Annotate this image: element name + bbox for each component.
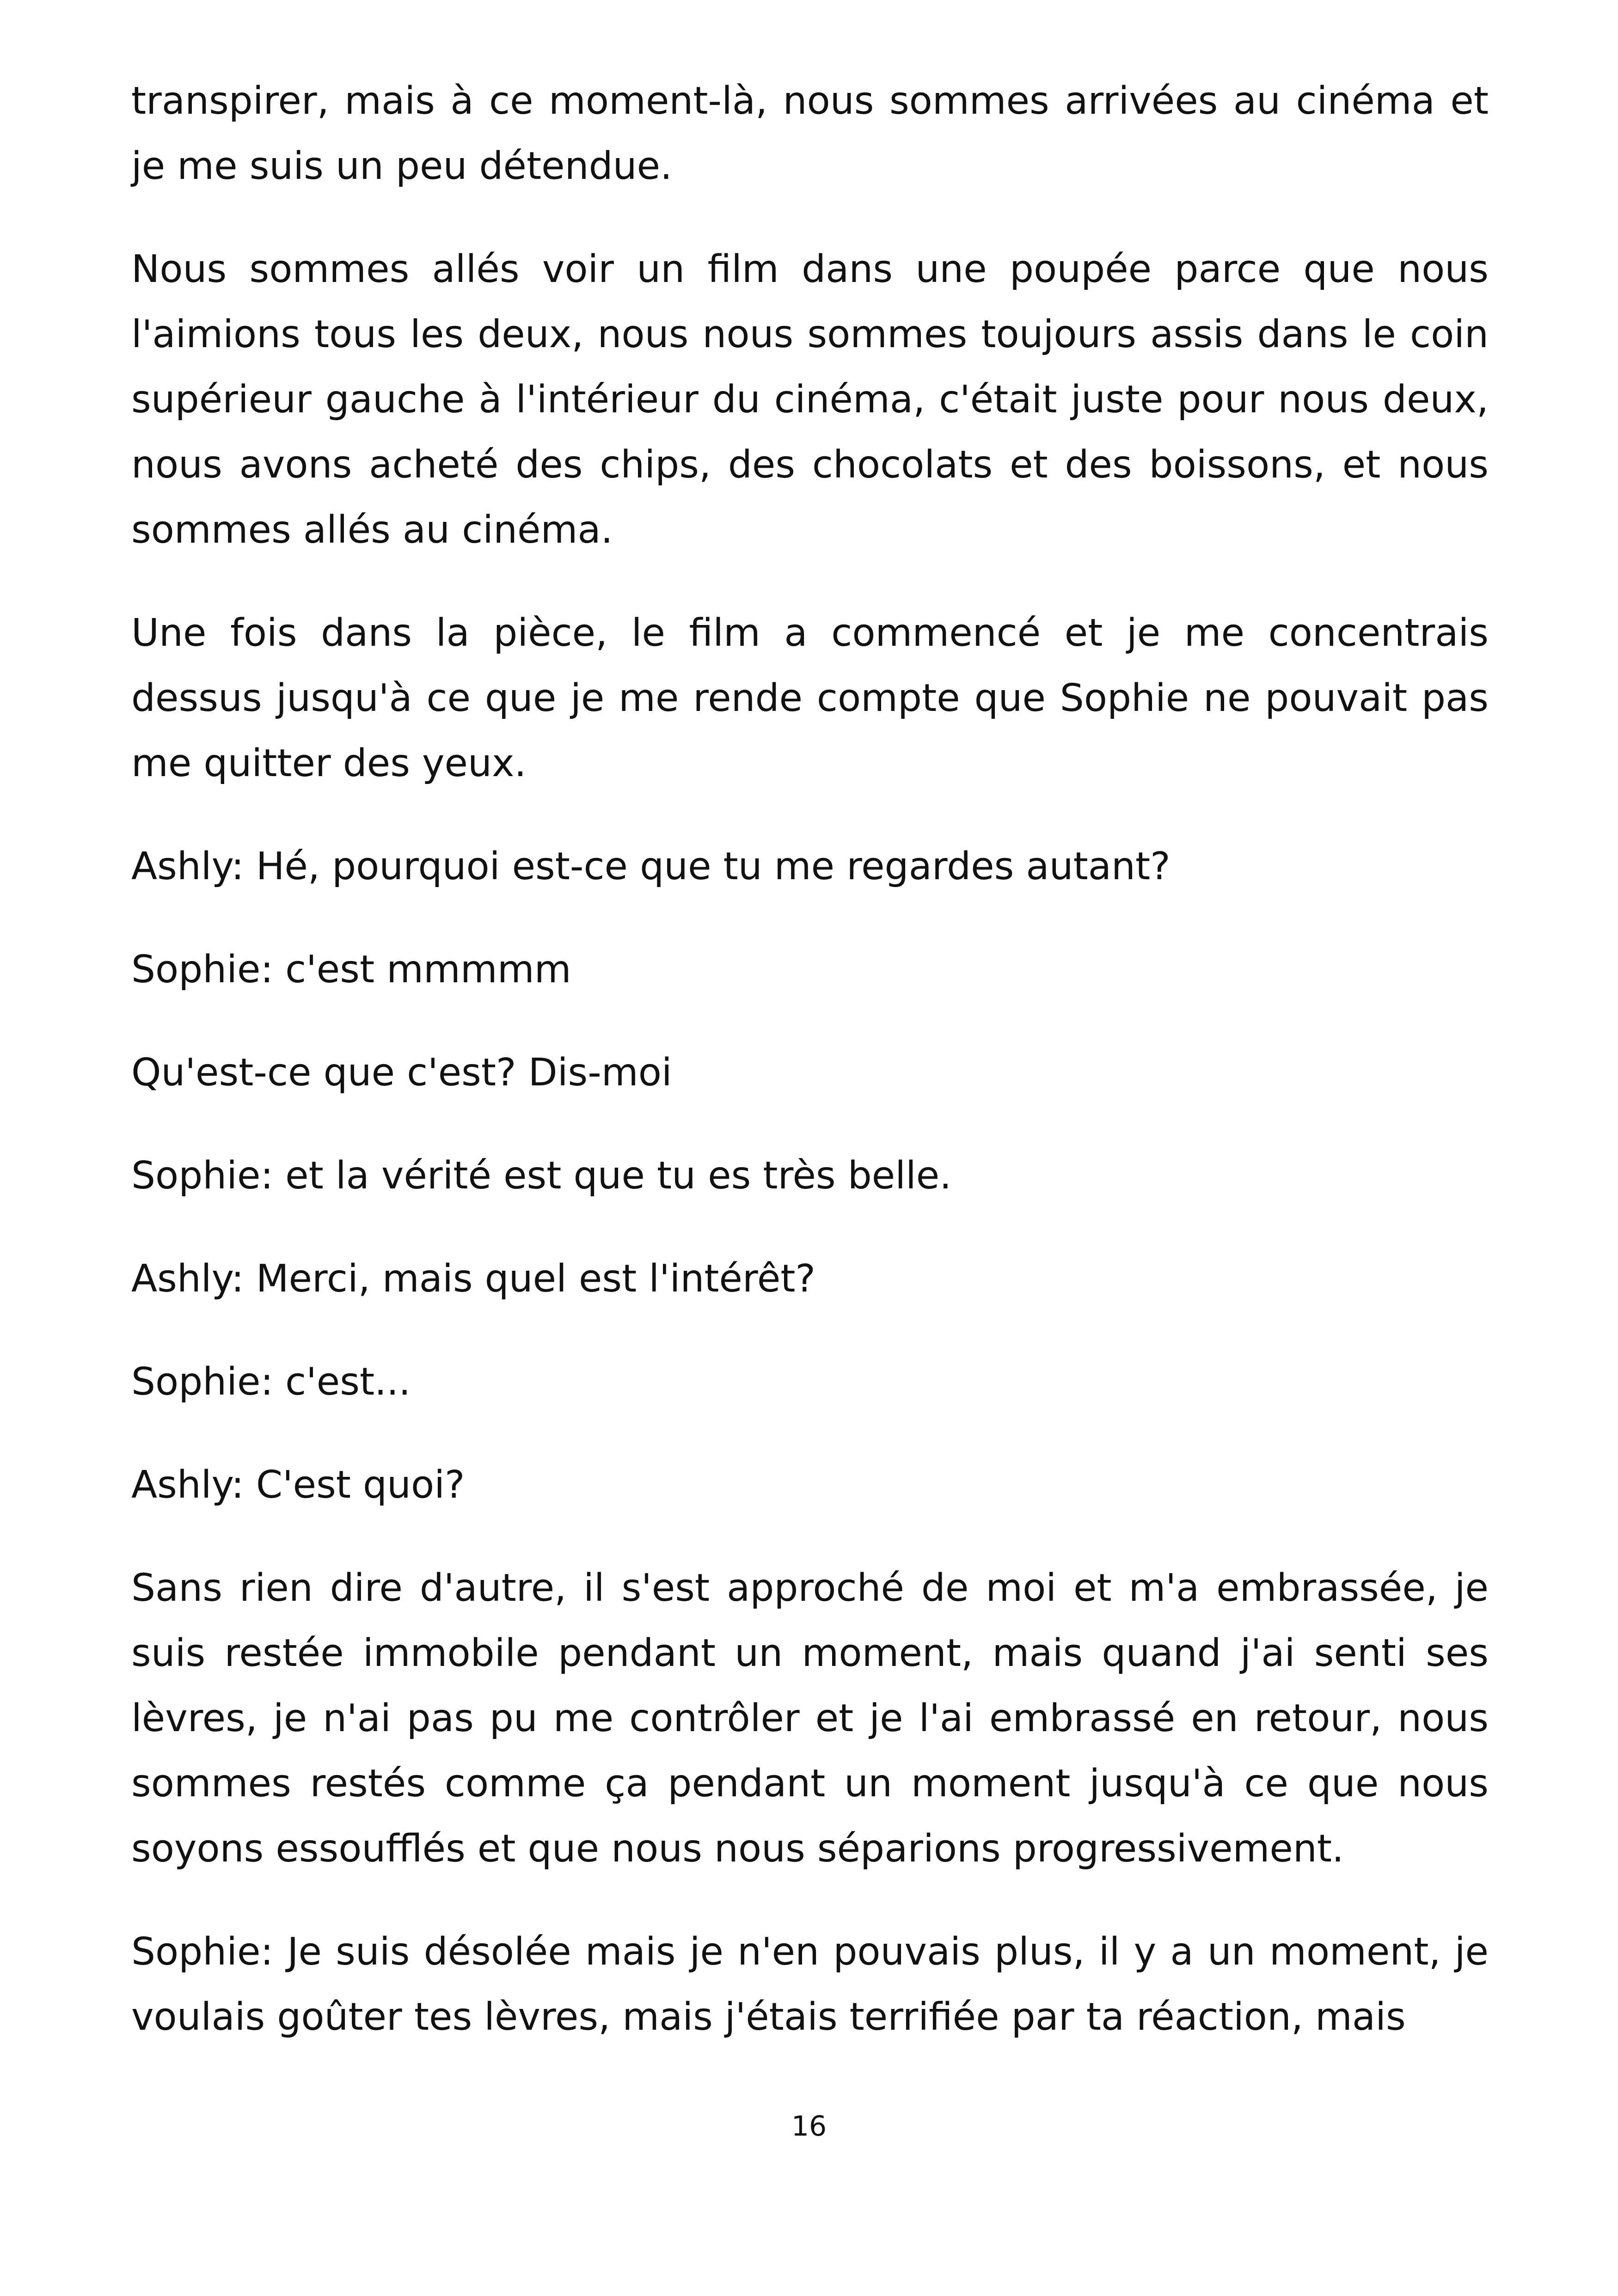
- paragraph: Nous sommes allés voir un film dans une poupée parce que nous l'aimions tous les deux, nous nous sommes toujours assis dans le coin supérieur gauche à l'intérieur du cinéma, c'était juste pour nous deux, nous avons acheté des chips, des chocolats et des boissons, et nous sommes allés au cinéma.: [131, 247, 1489, 552]
- dialogue-line: Sophie: c'est...: [131, 1360, 411, 1404]
- paragraph: Sans rien dire d'autre, il s'est approché de moi et m'a embrassée, je suis restée immobile pendant un moment, mais quand j'ai senti ses lèvres, je n'ai pas pu me contrôler et je l'ai embrassé en retour, nous sommes restés comme ça pendant un moment jusqu'à ce que nous soyons essoufflés et que nous nous séparions progressivement.: [131, 1566, 1489, 1871]
- dialogue-line: Qu'est-ce que c'est? Dis-moi: [131, 1051, 672, 1095]
- dialogue-line: Sophie: c'est mmmmm: [131, 948, 571, 992]
- page-number: 16: [791, 2110, 827, 2143]
- dialogue-line: Sophie: Je suis désolée mais je n'en pouvais plus, il y a un moment, je voulais goûter tes lèvres, mais j'étais terrifiée par ta réaction, mais: [131, 1930, 1489, 2039]
- paragraph: Une fois dans la pièce, le film a commencé et je me concentrais dessus jusqu'à ce que je me rende compte que Sophie ne pouvait pas me quitter des yeux.: [131, 611, 1489, 785]
- dialogue-line: Ashly: Hé, pourquoi est-ce que tu me regardes autant?: [131, 845, 1171, 888]
- dialogue-line: Ashly: C'est quoi?: [131, 1463, 465, 1507]
- dialogue-line: Sophie: et la vérité est que tu es très belle.: [131, 1154, 952, 1198]
- paragraph: transpirer, mais à ce moment-là, nous sommes arrivées au cinéma et je me suis un peu détendue.: [131, 79, 1489, 188]
- dialogue-line: Ashly: Merci, mais quel est l'intérêt?: [131, 1257, 816, 1301]
- body-text: [131, 68, 1489, 2050]
